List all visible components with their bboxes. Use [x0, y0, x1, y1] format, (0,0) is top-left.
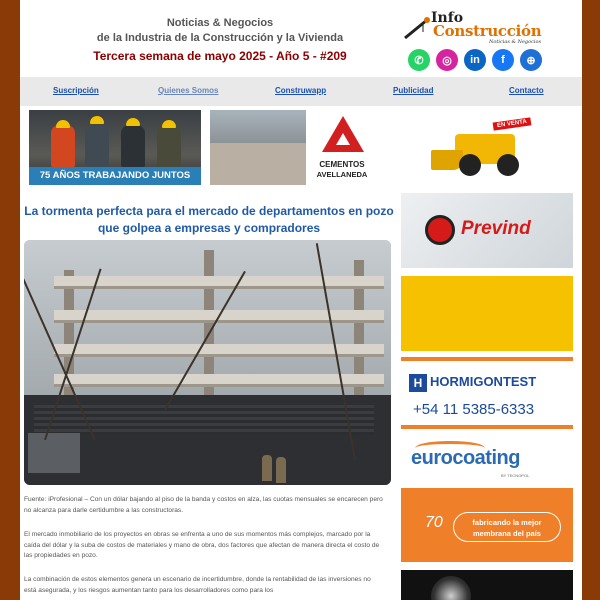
ad-dark-glow [431, 576, 471, 600]
nav-construwapp[interactable]: Construwapp [275, 86, 327, 95]
cementos-triangle-inner [336, 133, 350, 145]
worker-figure [157, 125, 181, 167]
worker-figure [121, 125, 145, 167]
helmet-icon [56, 120, 70, 128]
ad-70-text: fabricando la mejor membrana del país [453, 512, 561, 542]
logo-sub: Noticias & Negocios [489, 39, 542, 45]
ad-70-anos-membrana[interactable] [401, 488, 573, 562]
cementos-label-1: CEMENTOS [319, 160, 365, 169]
previnde-leaf-icon [425, 215, 455, 245]
header-line1: Noticias & Negocios [166, 17, 274, 29]
worker-figure [51, 125, 75, 167]
nav-quienes-somos[interactable]: Quienes Somos [158, 86, 219, 95]
instagram-icon[interactable]: ◎ [436, 49, 458, 71]
photo-slab [54, 374, 384, 384]
article-paragraph: El mercado inmobiliario de los proyectos en obras se enfrenta a uno de sus momentos más complejos, marcado por la caída del dólar y la suba de costos de materiales y mano de obra, dos factores que afectan de manera directa el costo de las propiedades en pozo. [24, 531, 380, 559]
banner-building [210, 143, 310, 185]
nav-suscripcion[interactable]: Suscripción [53, 86, 99, 95]
nav-bar [20, 77, 582, 106]
hormigontest-logo-icon: H [409, 374, 427, 392]
helmet-icon [126, 118, 140, 126]
nav-publicidad[interactable]: Publicidad [393, 86, 434, 95]
header [20, 0, 582, 76]
loader-wheel [497, 154, 519, 176]
ad-eurocoating[interactable] [401, 437, 573, 485]
logo-main: Construcción [433, 22, 542, 40]
banner-cementos-avellaneda[interactable] [210, 110, 378, 185]
crane-icon [403, 14, 431, 40]
photo-person [262, 455, 272, 481]
eurocoating-name: eurocoating [411, 447, 520, 469]
article-paragraph: Fuente: iProfesional – Con un dólar bajando al piso de la banda y costos en alza, las cuotas mensuales se encarecen pero no alcanza para darle certidumbre a las constructoras. [24, 496, 383, 514]
banner-75-anos[interactable] [29, 110, 201, 185]
helmet-icon [90, 116, 104, 124]
eurocoating-by: BY TECNOPOL [501, 473, 530, 478]
social-links [408, 49, 542, 71]
worker-figure [85, 125, 109, 167]
infoconstruccion-logo[interactable] [403, 10, 563, 44]
en-venta-badge: EN VENTA [493, 117, 532, 130]
photo-slab [54, 276, 384, 286]
nav-contacto[interactable]: Contacto [509, 86, 544, 95]
banner-caption: 75 AÑOS TRABAJANDO JUNTOS [29, 167, 201, 185]
article-title[interactable]: La tormenta perfecta para el mercado de departamentos en pozo que golpea a empresas y compradores [24, 204, 394, 235]
ad-yellow[interactable] [401, 276, 573, 351]
banner-loader-en-venta[interactable] [401, 110, 573, 185]
article-photo[interactable] [24, 240, 391, 485]
edition-label: Tercera semana de mayo 2025 - Año 5 - #209 [93, 49, 347, 63]
header-text [70, 16, 370, 65]
photo-sign [28, 433, 80, 473]
newsletter [20, 0, 582, 600]
ad-dark[interactable] [401, 570, 573, 600]
photo-person [276, 457, 286, 483]
ad-hormigontest[interactable] [401, 357, 573, 429]
loader-wheel [459, 154, 481, 176]
cementos-label-2: AVELLANEDA [316, 170, 368, 179]
ad-previnde[interactable] [401, 193, 573, 268]
hormigontest-name: HORMIGONTEST [430, 374, 537, 389]
article-paragraph: La combinación de estos elementos genera un escenario de incertidumbre, donde la rentabilidad de las inversiones no está asegurada, y los riesgos aumentan tanto para los desarrolladores como para los [24, 576, 371, 594]
header-line2: de la Industria de la Construcción y la Vivienda [96, 32, 344, 44]
helmet-icon [162, 120, 176, 128]
web-icon[interactable]: ⊕ [520, 49, 542, 71]
logo-info: Info [431, 10, 464, 26]
linkedin-icon[interactable]: in [464, 49, 486, 71]
previnde-name: Prevind [461, 218, 531, 239]
facebook-icon[interactable]: f [492, 49, 514, 71]
ad-70-number: 70 [425, 514, 443, 531]
whatsapp-icon[interactable]: ✆ [408, 49, 430, 71]
hormigontest-phone: +54 11 5385-6333 [413, 401, 535, 418]
